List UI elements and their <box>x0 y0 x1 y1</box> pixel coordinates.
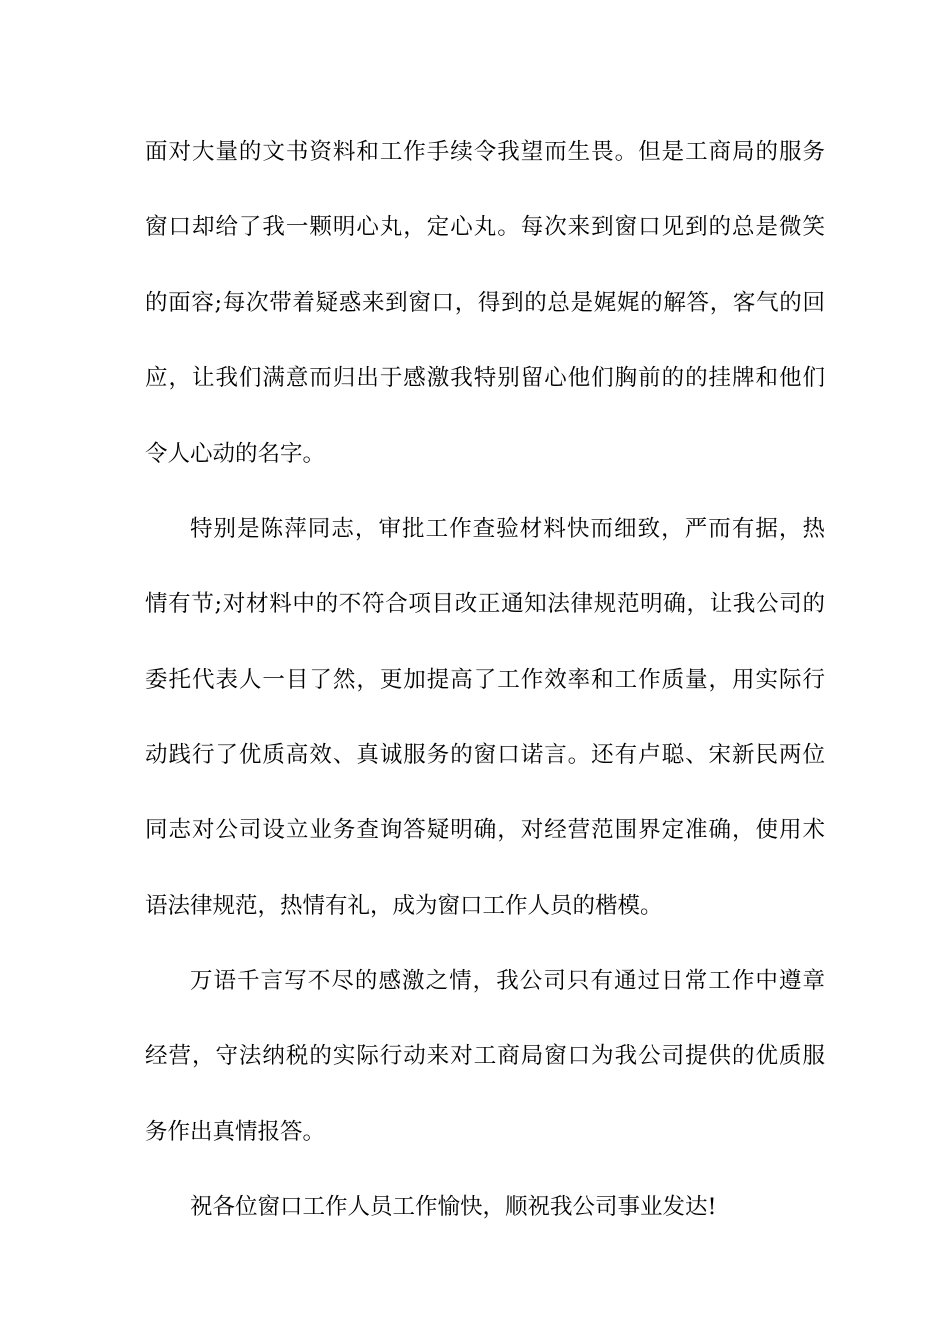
text-line: 经营，守法纳税的实际行动来对工商局窗口为我公司提供的优质服 <box>145 1043 825 1069</box>
text-line: 令人心动的名字。 <box>145 441 326 467</box>
text-line: 窗口却给了我一颗明心丸，定心丸。每次来到窗口见到的总是微笑 <box>145 214 825 240</box>
text-line: 的面容;每次带着疑惑来到窗口，得到的总是娓娓的解答，客气的回 <box>145 290 825 316</box>
text-line: 务作出真情报答。 <box>145 1119 326 1145</box>
text-line: 动践行了优质高效、真诚服务的窗口诺言。还有卢聪、宋新民两位 <box>145 742 825 768</box>
text-line: 委托代表人一目了然，更加提高了工作效率和工作质量，用实际行 <box>145 667 825 693</box>
paragraph-first-line: 祝各位窗口工作人员工作愉快，顺祝我公司事业发达! <box>190 1194 717 1220</box>
text-line: 语法律规范，热情有礼，成为窗口工作人员的楷模。 <box>145 893 663 919</box>
text-line: 面对大量的文书资料和工作手续令我望而生畏。但是工商局的服务 <box>145 139 825 165</box>
text-line: 应，让我们满意而归出于感激我特别留心他们胸前的的挂牌和他们 <box>145 365 825 391</box>
paragraph-first-line: 万语千言写不尽的感激之情，我公司只有通过日常工作中遵章 <box>190 968 825 994</box>
paragraph-first-line: 特别是陈萍同志，审批工作查验材料快而细致，严而有据，热 <box>190 516 825 542</box>
text-line: 同志对公司设立业务查询答疑明确，对经营范围界定准确，使用术 <box>145 817 825 843</box>
text-line: 情有节;对材料中的不符合项目改正通知法律规范明确，让我公司的 <box>145 591 825 617</box>
